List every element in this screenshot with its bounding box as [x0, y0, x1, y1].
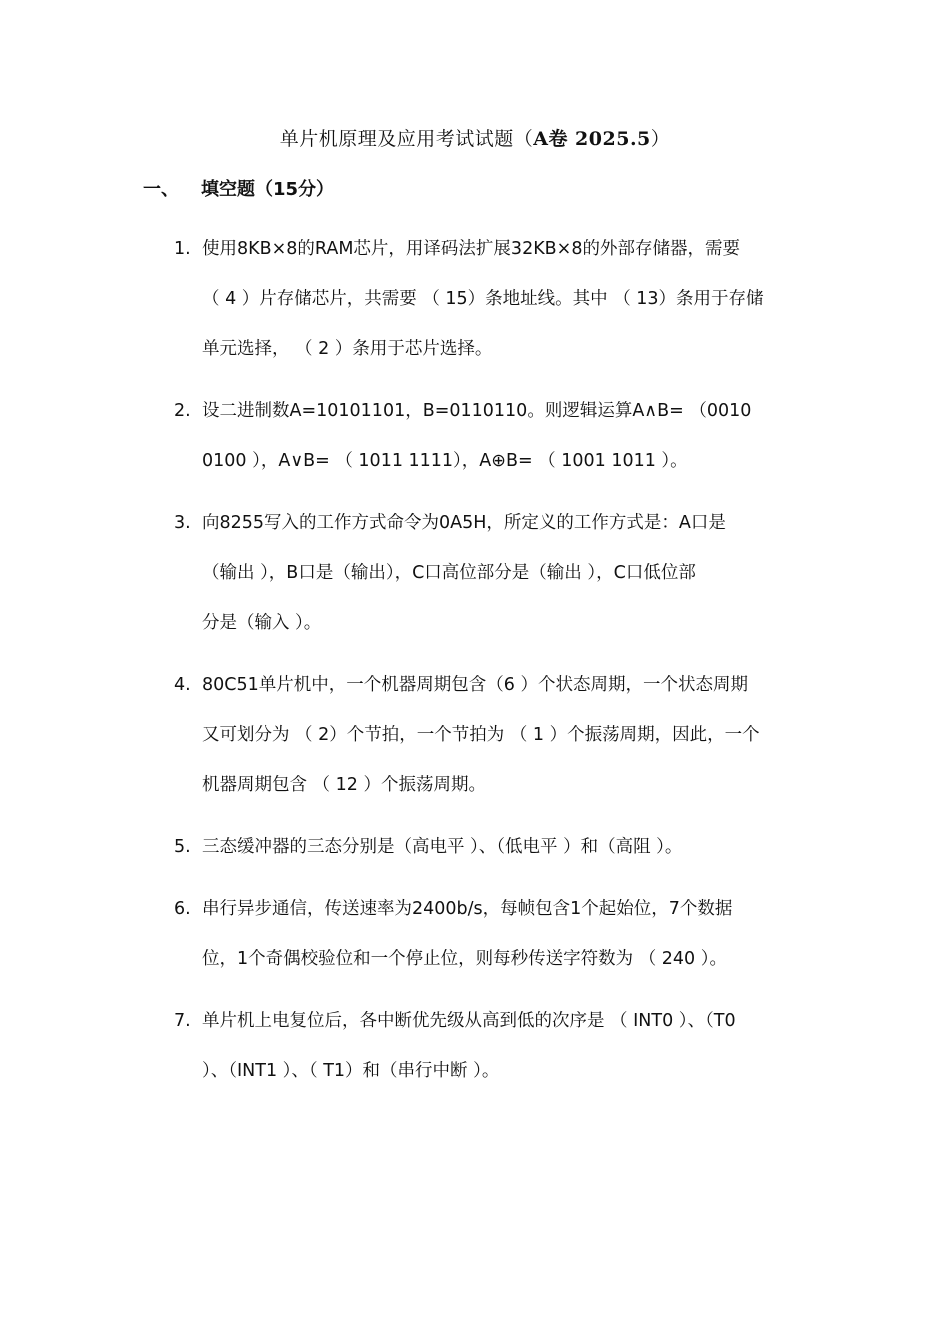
question-line: 又可划分为 （ 2）个节拍，一个节拍为 （ 1 ）个振荡周期，因此，一个 — [202, 725, 760, 745]
question-line: 向8255写入的工作方式命令为0A5H，所定义的工作方式是：A口是 — [202, 513, 726, 533]
question-line: ）、（INT1 ）、（ T1）和（串行中断 ）。 — [202, 1061, 500, 1081]
question-item — [174, 822, 814, 872]
question-line: 单片机上电复位后，各中断优先级从高到低的次序是 （ INT0 ）、（T0 — [202, 1011, 736, 1031]
section-title: 填空题（15分） — [201, 179, 335, 200]
question-item — [174, 660, 814, 810]
section-number: 一、 — [143, 179, 179, 200]
question-number: 5. — [174, 837, 191, 857]
question-item — [174, 884, 814, 984]
question-line: 使用8KB×8的RAM芯片，用译码法扩展32KB×8的外部存储器，需要 — [202, 239, 740, 259]
question-number: 7. — [174, 1011, 191, 1031]
question-line: （输出 ），B口是（输出），C口高位部分是（输出 ），C口低位部 — [202, 563, 696, 583]
question-line: 三态缓冲器的三态分别是（高电平 ）、（低电平 ）和（高阻 ）。 — [202, 837, 683, 857]
question-number: 3. — [174, 513, 191, 533]
question-number: 1. — [174, 239, 191, 259]
question-item — [174, 996, 814, 1096]
question-line: （ 4 ）片存储芯片，共需要 （ 15）条地址线。其中 （ 13）条用于存储 — [202, 289, 764, 309]
title-prefix: 单片机原理及应用考试试题（ — [279, 128, 534, 150]
question-line: 分是（输入 ）。 — [202, 613, 322, 633]
question-line: 机器周期包含 （ 12 ）个振荡周期。 — [202, 775, 486, 795]
question-line: 设二进制数A=10101101，B=0110110。则逻辑运算A∧B= （0010 — [202, 401, 752, 421]
question-number: 4. — [174, 675, 191, 695]
question-line: 80C51单片机中，一个机器周期包含（6 ）个状态周期，一个状态周期 — [202, 675, 748, 695]
question-list — [174, 224, 814, 1108]
section-heading — [143, 175, 334, 201]
question-line: 位，1个奇偶校验位和一个停止位，则每秒传送字符数为 （ 240 ）。 — [202, 949, 727, 969]
title-bold: A卷 2025.5 — [533, 128, 651, 150]
question-number: 6. — [174, 899, 191, 919]
question-item — [174, 386, 814, 486]
title-suffix: ） — [650, 128, 671, 150]
document-title — [0, 124, 950, 151]
question-line: 0100 ），A∨B= （ 1011 1111），A⊕B= （ 1001 1011 ）。 — [202, 451, 688, 471]
question-line: 单元选择， （ 2 ）条用于芯片选择。 — [202, 339, 493, 359]
question-item — [174, 498, 814, 648]
question-number: 2. — [174, 401, 191, 421]
question-line: 串行异步通信，传送速率为2400b/s，每帧包含1个起始位，7个数据 — [202, 899, 733, 919]
question-item — [174, 224, 814, 374]
